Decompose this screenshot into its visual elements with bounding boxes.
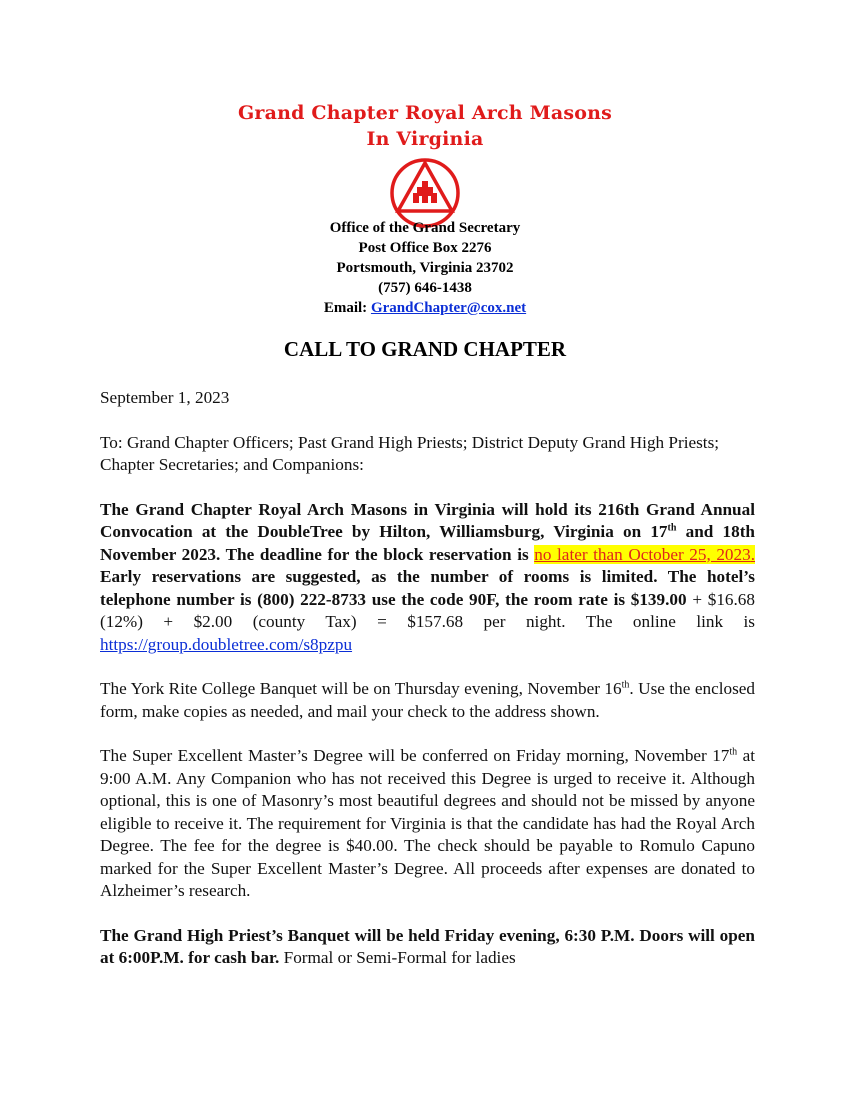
hotel-booking-link[interactable]: https://group.doubletree.com/s8pzpu	[100, 634, 353, 654]
office-name: Office of the Grand Secretary	[329, 220, 521, 236]
reservation-deadline: no later than October 25, 2023	[534, 544, 751, 564]
letter-body	[100, 387, 755, 992]
letterhead	[0, 100, 850, 152]
p1-part1: The Grand Chapter Royal Arch Masons in Virginia will hold its 216th Grand Annual Convocation at the DoubleTree by Hilton, Williamsburg, Virginia on 17	[100, 499, 755, 541]
recipients-line: To: Grand Chapter Officers; Past Grand High Priests; District Deputy Grand High Priests; Chapter Secretaries; and Companions:	[100, 432, 720, 474]
p2-part2: . Use the enclosed form, make copies as needed, and mail your check to the address shown.	[100, 679, 755, 721]
p3-part1: The Super Excellent Master’s Degree will be conferred on Friday morning, November 17	[100, 746, 730, 765]
po-box: Post Office Box 2276	[358, 240, 492, 256]
paragraph-convocation	[100, 499, 755, 657]
page-title: CALL TO GRAND CHAPTER	[283, 337, 567, 361]
deadline-period: .	[750, 544, 756, 564]
office-address-block	[0, 218, 850, 318]
p1-part3: Early reservations are suggested, as the number of rooms is limited. The hotel’s telephone number is (800) 222-8733 use the code 90F, the room rate is $139.00	[100, 567, 755, 609]
p2-part1: The York Rite College Banquet will be on Thursday evening, November 16	[100, 679, 622, 698]
letter-date: September 1, 2023	[100, 388, 230, 407]
p2-sup: th	[621, 679, 630, 691]
email-label: Email:	[323, 300, 371, 316]
city-state-zip: Portsmouth, Virginia 23702	[336, 260, 514, 276]
org-name-line2: In Virginia	[366, 128, 484, 150]
paragraph-york-rite	[100, 678, 755, 723]
p1-part4: + $16.68 (12%) + $2.00 (county Tax) = $157.68 per night. The online link is	[100, 589, 755, 631]
p4-normal: Formal or Semi-Formal for ladies	[279, 948, 516, 967]
email-line	[0, 298, 850, 318]
p3-sup: th	[729, 746, 738, 758]
p4-bold: The Grand High Priest’s Banquet will be held Friday evening, 6:30 P.M. Doors will open at 6:00P.M. for cash bar.	[100, 925, 755, 967]
p1-sup: th	[667, 522, 677, 534]
email-link[interactable]: GrandChapter@cox.net	[370, 300, 527, 316]
paragraph-banquet	[100, 925, 755, 970]
phone-number: (757) 646-1438	[378, 280, 472, 296]
p3-part2: at 9:00 A.M. Any Companion who has not received this Degree is urged to receive it. Although optional, this is one of Masonry’s most beautiful degrees and should not be missed by anyone eligible to receive it. The requirement for Virginia is that the candidate has had the Royal Arch Degree. The fee for the degree is $40.00. The check should be payable to Romulo Capuno marked for the Super Excellent Master’s Degree. All proceeds after expenses are donated to Alzheimer’s research.	[100, 746, 756, 900]
paragraph-super-excellent	[100, 745, 755, 903]
p1-part2: and 18th November 2023. The deadline for the block reservation is	[100, 522, 755, 564]
org-name-line1: Grand Chapter Royal Arch Masons	[237, 102, 613, 124]
